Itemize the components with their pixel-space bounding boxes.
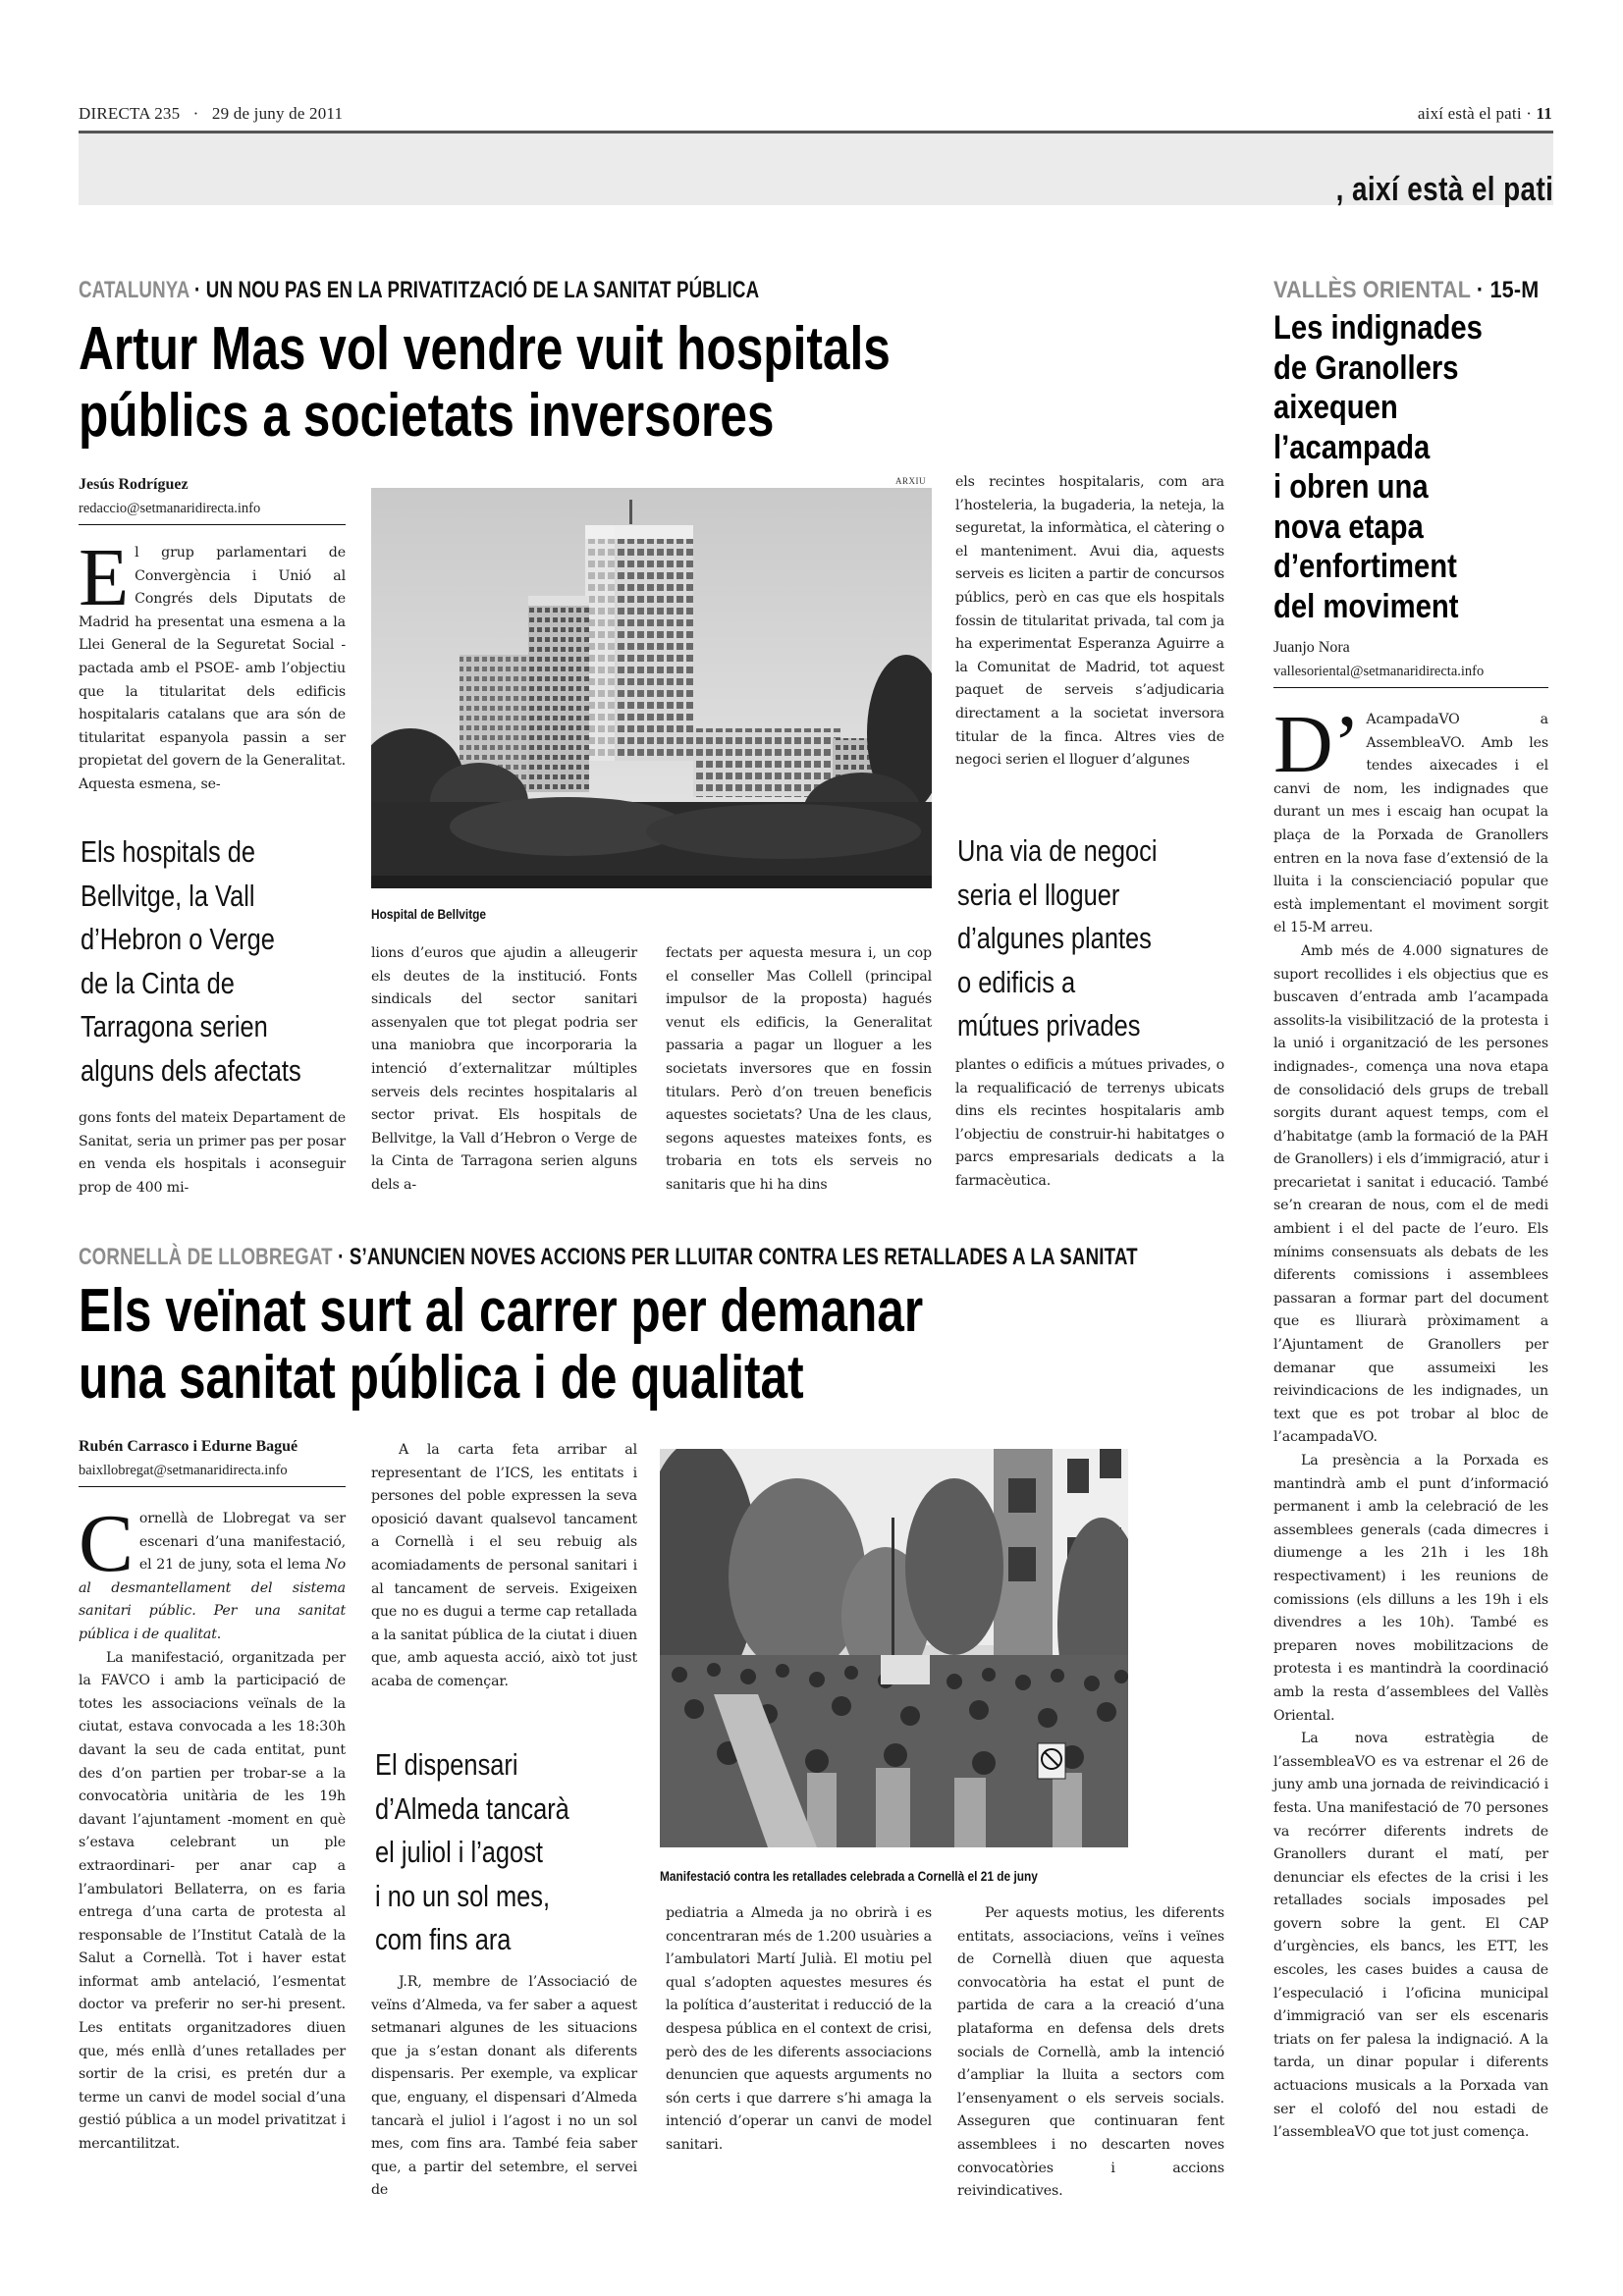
paragraph: lions d’euros que ajudin a alleugerir els deutes de la institució. Fonts sindicals del sector sanitari assenyalen que tot plegat podria ser una maniobra que incorporaria la intenció d’externalitzar múltiples serveis dels recintes hospitalaris al sector privat. Els hospitals de Bellvitge, la Vall d’Hebron o Verge de la Cinta de Tarragona serien alguns dels a- [371, 945, 637, 1193]
kicker-place: VALLÈS ORIENTAL [1273, 277, 1471, 303]
pull-quote-line: mútues privades [957, 1008, 1141, 1042]
article-2-column-2 [371, 1439, 637, 1694]
dropcap: C [79, 1498, 134, 1589]
page-folio-left [79, 104, 343, 124]
paragraph-text: AcampadaVO a AssembleaVO. Amb les tendes aixecades i el canvi de nom, les indignades que durant un mes i escaig han ocupat la plaça de la Porxada de Granollers entren en la nova fase d’extensió de la lluita i la conscienciació popular que està implementant el moviment sorgit el 15-M arreu. [1273, 712, 1548, 936]
article-2-pull-quote [375, 1743, 569, 1962]
headline-line: una sanitat pública i de qualitat [79, 1344, 804, 1412]
author-email[interactable]: baixllobregat@setmanaridirecta.info [79, 1463, 288, 1478]
photo-caption: Hospital de Bellvitge [371, 906, 487, 922]
author-email[interactable]: redaccio@setmanaridirecta.info [79, 501, 261, 516]
headline-line: nova etapa [1273, 507, 1424, 546]
page-number: 11 [1536, 104, 1552, 123]
paragraph: gons fonts del mateix Departament de Sanitat, seria un primer pas per posar en venda els hospitals i aconseguir prop de 400 mi- [79, 1110, 346, 1196]
photo-credit: ARXIU [895, 476, 926, 486]
protest-photo [660, 1449, 1128, 1847]
dropcap: D’ [1273, 699, 1361, 790]
headline-line: de Granollers [1273, 348, 1459, 387]
folio-separator: · [192, 104, 199, 123]
pull-quote-line: Bellvitge, la Vall [81, 878, 255, 913]
paragraph: Amb més de 4.000 signatures de suport recollides i els objectius que es buscaven d’entrada amb l’acampada assolits-la visibilització de la protesta i la unió i organització de les persones indignades-, comença una nova etapa de consolidació dels grups de treball sorgits durant aquest temps, com el d’habitatge (amb la formació de la PAH de Granollers) i els d’immigració, atur i precarietat i sanitat i educació. També se’n crearan de nous, com el de medi ambient i el del pacte de l’euro. Els mínims consensuats als debats de les diferents comissions i assemblees passaran a formar part del document que es lliurarà pròximament a l’Ajuntament de Granollers per demanar que assumeixi les reivindicacions de les indignades, un text que es pot trobar al bloc de l’acampadaVO. [1273, 942, 1548, 1446]
article-2-byline [79, 1435, 346, 1487]
paragraph-text: . [216, 1626, 222, 1642]
article-1-column-1-cont [79, 1107, 346, 1200]
headline-line: l’acampada [1273, 428, 1431, 466]
kicker-topic: · S’ANUNCIEN NOVES ACCIONS PER LLUITAR CONTRA LES RETALLADES A LA SANITAT [332, 1244, 1138, 1270]
article-3-headline [1273, 308, 1483, 626]
pull-quote-line: i no un sol mes, [375, 1878, 551, 1913]
author-email[interactable]: vallesoriental@setmanaridirecta.info [1273, 664, 1485, 679]
kicker-place: CORNELLÀ DE LLOBREGAT [79, 1244, 333, 1270]
pull-quote-line: Els hospitals de [81, 834, 256, 869]
paragraph: els recintes hospitalaris, com ara l’hosteleria, la bugaderia, la neteja, la seguretat, la informàtica, el càtering o el manteniment. Avui dia, aquests serveis es liciten a partir de concursos públics, però en cas que els hospitals fossin de titularitat privada, tal com ja ha experimentat Esperanza Aguirre a la Comunitat de Madrid, tot aquest paquet de serveis s’adjudicaria directament a la societat inversora titular de la finca. Altres vies de negoci serien el lloguer d’algunes [955, 474, 1224, 769]
pull-quote-line: El dispensari [375, 1747, 518, 1782]
article-1-headline [79, 316, 891, 450]
pull-quote-line: Tarragona serien [81, 1009, 268, 1043]
issue-date: 29 de juny de 2011 [211, 104, 344, 123]
pull-quote-line: seria el lloguer [957, 877, 1120, 912]
headline-line: del moviment [1273, 587, 1459, 625]
article-1-kicker [79, 277, 759, 304]
headline-line: públics a societats inversores [79, 382, 775, 450]
headline-line: i obren una [1273, 468, 1429, 506]
pull-quote-line: alguns dels afectats [81, 1052, 301, 1088]
article-1-column-3 [666, 942, 932, 1198]
article-2-column-4 [957, 1902, 1224, 2204]
author-name: Rubén Carrasco i Edurne Bagué [79, 1438, 298, 1455]
page-folio-right [1418, 104, 1552, 124]
paragraph: La nova estratègia de l’assembleaVO es va estrenar el 26 de juny amb una jornada de reivindicació i festa. Una manifestació de 70 persones va recórrer diferents indrets de Granollers durant el matí, per denunciar els efectes de la crisi i les retallades socials imposades pel govern sobre la gent. El CAP d’urgències, els bancs, les ETT, les escoles, les cases buides a causa de l’especulació i l’oficina municipal d’immigració van ser els escenaris triats on fer palesa la indignació. A la tarda, un dinar popular i diferents actuacions musicals a la Porxada van ser el colofó del nou estadi de l’assembleaVO que tot just comença. [1273, 1731, 1548, 2141]
article-2-kicker [79, 1244, 1138, 1271]
pull-quote-line: d’Almeda tancarà [375, 1790, 569, 1826]
article-2-column-1 [79, 1498, 346, 2157]
article-1-pull-quote [81, 830, 301, 1093]
author-name: Jesús Rodríguez [79, 476, 189, 493]
kicker-topic: · 15-M [1470, 277, 1540, 303]
paragraph: J.R, membre de l’Associació de veïns d’Almeda, va fer saber a aquest setmanari algunes de les situacions que ja s’estan donant als diferents dispensaris. Per exemple, va explicar que, enguany, el dispensari d’Almeda tancarà el juliol i l’agost i no un sol mes, com fins ara. També feia saber que, a partir del setembre, el servei de [371, 1974, 637, 2199]
paragraph: La manifestació, organitzada per la FAVCO i amb la participació de totes les associacions veïnals de la ciutat, estava convocada a les 18:30h davant la seu de cada entitat, punt des d’on partien per trobar-se a la convocatòria unitària de les 19h davant l’ajuntament -moment en què s’estava celebrant un ple extraordinari- per anar cap a l’ambulatori Bellaterra, on es faria entrega d’una carta de protesta al responsable de l’Institut Català de la Salut a Cornellà. Tot i haver estat informat amb antelació, l’esmentat doctor va preferir no ser-hi present. Les entitats organitzadores diuen que, més enllà d’unes retallades per sortir de la crisi, es pretén dur a terme un canvi de model social d’una gestió pública a un model privatitzat i mercantilitzat. [79, 1649, 346, 2153]
article-1-column-4-cont [955, 1054, 1224, 1194]
article-2-column-2-cont [371, 1971, 637, 2203]
hospital-building-image [371, 488, 932, 888]
kicker-topic: · UN NOU PAS EN LA PRIVATITZACIÓ DE LA SANITAT PÚBLICA [189, 277, 760, 303]
article-3-byline [1273, 636, 1548, 688]
section-banner-title: , així està el pati [1335, 171, 1553, 208]
hospital-photo [371, 488, 932, 888]
pull-quote-line: de la Cinta de [81, 965, 235, 1000]
paragraph: Per aquests motius, les diferents entitats, associacions, veïns i veïnes de Cornellà diuen que aquesta convocatòria ha estat el punt de partida de cara a la creació d’una plataforma en defensa dels drets socials de Cornellà, amb la intenció d’ampliar la lluita a sectors com l’ensenyament o els serveis socials. Asseguren que continuaran fent assemblees i no descarten noves convocatòries i accions reivindicatives. [957, 1905, 1224, 2200]
author-name: Juanjo Nora [1273, 639, 1350, 656]
photo-caption: Manifestació contra les retallades celebrada a Cornellà el 21 de juny [660, 1868, 1038, 1884]
dropcap: E [79, 532, 130, 623]
publication-name: DIRECTA 235 [79, 104, 181, 123]
paragraph: plantes o edificis a mútues privades, o la requalificació de terrenys ubicats dins els recintes hospitalaris amb l’objectiu de construir-hi habitatges o parcs empresarials dedicats a la farmacèutica. [955, 1057, 1224, 1189]
paragraph: pediatria a Almeda ja no obrirà i es concentraran més de 1.200 usuàries a l’ambulatori Martí Julià. El motiu pel qual s’adopten aquestes mesures és la política d’austeritat i reducció de la despesa pública en el context de crisi, però des de les diferents associacions denuncien que aquests arguments no són certs i que darrere s’hi amaga la intenció d’operar un canvi de model sanitari. [666, 1905, 932, 2153]
protest-crowd-image [660, 1449, 1128, 1847]
paragraph: La presència a la Porxada es mantindrà amb el punt d’informació permanent i amb la celebració de les assemblees generals (cada dimecres i diumenge a les 21h i les 18h respectivament) i les reunions de comissions (els dilluns a les 19h i els divendres a les 10h). També es preparen noves mobilitzacions de protesta i es mantindrà la coordinació amb la resta d’assemblees del Vallès Oriental. [1273, 1453, 1548, 1724]
article-1-byline [79, 473, 346, 525]
article-1-column-1 [79, 532, 346, 797]
article-1-pull-quote-2 [957, 829, 1158, 1048]
article-1-column-4 [955, 471, 1224, 773]
paragraph: A la carta feta arribar al representant de l’ICS, les entitats i persones del poble expressen la seva oposició davant qualsevol tancament a Cornellà i el seu rebuig als acomiadaments de personal sanitari i al tancament de serveis. Exigeixen que no es dugui a terme cap retallada a la sanitat pública de la ciutat i diuen que, amb aquesta acció, això tot just acaba de començar. [371, 1442, 637, 1689]
headline-line: aixequen [1273, 389, 1398, 426]
pull-quote-line: com fins ara [375, 1922, 512, 1956]
pull-quote-line: el juliol i l’agost [375, 1835, 543, 1869]
article-2-headline [79, 1278, 923, 1412]
section-label: així està el pati [1417, 104, 1522, 123]
paragraph-text: ornellà de Llobregat va ser escenari d’una manifestació, el 21 de juny, sota el lema [138, 1511, 346, 1574]
kicker-place: CATALUNYA [79, 277, 189, 303]
article-3-kicker [1273, 277, 1539, 304]
folio-separator: · [1526, 104, 1533, 123]
pull-quote-line: d’Hebron o Verge [81, 922, 275, 956]
headline-line: Els veïnat surt al carrer per demanar [79, 1277, 924, 1345]
article-1-column-2 [371, 942, 637, 1198]
section-banner [79, 131, 1553, 208]
paragraph: l grup parlamentari de Convergència i Unió al Congrés dels Diputats de Madrid ha presentat una esmena a la Llei General de la Seguretat Social -pactada amb el PSOE- amb l’objectiu que la titularitat dels edificis hospitalaris catalans que ara són de titularitat espanyola passin a ser propietat del govern de la Generalitat. Aquesta esmena, se- [79, 545, 346, 792]
pull-quote-line: d’algunes plantes [957, 921, 1152, 955]
article-2-column-3 [666, 1902, 932, 2158]
headline-line: Artur Mas vol vendre vuit hospitals [79, 315, 891, 383]
slogan: No al desmantellament del sistema sanitari públic. Per una sanitat pública i de qualitat [79, 1557, 346, 1642]
paragraph: fectats per aquesta mesura i, un cop el conseller Mas Collell (principal impulsor de la proposta) hagués venut els edificis, la Generalitat passaria a pagar un lloguer a les societats inversores que en fossin titulars. Però d’on treuen beneficis aquestes societats? Una de les claus, segons aquestes mateixes fonts, es trobaria en tots els serveis no sanitaris que hi ha dins [666, 945, 932, 1193]
pull-quote-line: Una via de negoci [957, 833, 1158, 868]
headline-line: Les indignades [1273, 309, 1483, 347]
headline-line: d’enfortiment [1273, 548, 1457, 585]
pull-quote-line: o edificis a [957, 964, 1076, 999]
article-3-body [1273, 699, 1548, 2145]
